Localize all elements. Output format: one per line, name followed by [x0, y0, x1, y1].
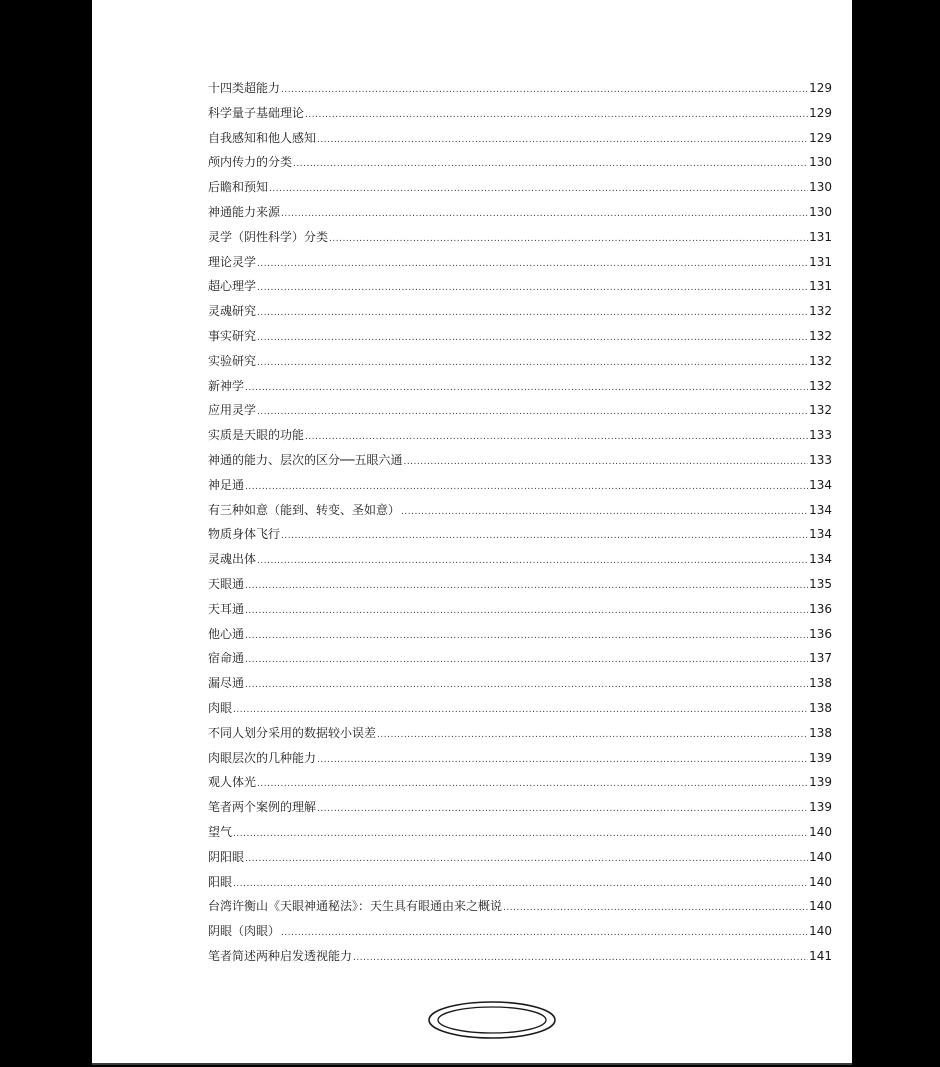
- footer-oval-ornament: [427, 1000, 557, 1040]
- toc-entry-title: 天耳通: [208, 601, 245, 616]
- toc-dot-leader: [293, 159, 808, 169]
- toc-entry-page-number: 133: [809, 428, 832, 443]
- toc-entry-page-number: 131: [809, 229, 832, 244]
- toc-entry[interactable]: [208, 302, 832, 327]
- toc-entry[interactable]: [208, 327, 832, 352]
- toc-entry-title: 笔者简述两种启发透视能力: [208, 948, 353, 963]
- toc-entry-title: 实验研究: [208, 353, 257, 368]
- toc-entry-page-number: 132: [809, 403, 832, 418]
- toc-entry[interactable]: [208, 426, 832, 451]
- toc-entry-page-number: 132: [809, 328, 832, 343]
- toc-entry-title: 漏尽通: [208, 676, 245, 691]
- toc-entry[interactable]: [208, 352, 832, 377]
- toc-entry-page-number: 140: [809, 924, 832, 939]
- toc-entry[interactable]: [208, 178, 832, 203]
- toc-entry-title: 物质身体飞行: [208, 527, 281, 542]
- toc-entry-title: 他心通: [208, 626, 245, 641]
- toc-entry-title: 阳眼: [208, 874, 233, 889]
- toc-entry-title: 天眼通: [208, 576, 245, 591]
- toc-entry-page-number: 129: [809, 105, 832, 120]
- toc-entry-page-number: 134: [809, 502, 832, 517]
- toc-dot-leader: [403, 457, 808, 467]
- toc-dot-leader: [281, 928, 808, 938]
- toc-entry-title: 新神学: [208, 378, 245, 393]
- toc-dot-leader: [257, 556, 808, 566]
- toc-entry-title: 应用灵学: [208, 403, 257, 418]
- toc-entry-title: 神通能力来源: [208, 204, 281, 219]
- toc-entry[interactable]: [208, 897, 832, 922]
- toc-entry-page-number: 130: [809, 204, 832, 219]
- toc-dot-leader: [329, 234, 808, 244]
- toc-entry-page-number: 138: [809, 676, 832, 691]
- toc-dot-leader: [317, 804, 808, 814]
- toc-entry[interactable]: [208, 451, 832, 476]
- toc-entry-page-number: 138: [809, 700, 832, 715]
- toc-entry[interactable]: [208, 625, 832, 650]
- toc-entry-page-number: 130: [809, 155, 832, 170]
- toc-entry-title: 笔者两个案例的理解: [208, 800, 317, 815]
- toc-entry[interactable]: [208, 401, 832, 426]
- table-of-contents: [208, 79, 832, 972]
- toc-entry[interactable]: [208, 501, 832, 526]
- toc-dot-leader: [257, 407, 808, 417]
- toc-dot-leader: [257, 259, 808, 269]
- toc-entry-title: 理论灵学: [208, 254, 257, 269]
- toc-dot-leader: [353, 953, 808, 963]
- toc-dot-leader: [233, 879, 808, 889]
- toc-dot-leader: [257, 779, 808, 789]
- toc-entry-title: 望气: [208, 824, 233, 839]
- toc-entry-page-number: 135: [809, 576, 832, 591]
- toc-entry-title: 阴阳眼: [208, 849, 245, 864]
- toc-dot-leader: [401, 507, 808, 517]
- toc-entry-page-number: 140: [809, 849, 832, 864]
- toc-entry-page-number: 134: [809, 527, 832, 542]
- toc-entry[interactable]: [208, 203, 832, 228]
- toc-entry-page-number: 134: [809, 477, 832, 492]
- toc-dot-leader: [305, 110, 808, 120]
- toc-entry-title: 有三种如意（能到、转变、圣如意）: [208, 502, 401, 517]
- toc-dot-leader: [245, 631, 808, 641]
- toc-entry-title: 神足通: [208, 477, 245, 492]
- toc-entry-page-number: 140: [809, 874, 832, 889]
- toc-entry[interactable]: [208, 947, 832, 972]
- toc-entry-page-number: 137: [809, 651, 832, 666]
- toc-entry[interactable]: [208, 550, 832, 575]
- toc-entry-page-number: 141: [809, 948, 832, 963]
- toc-entry-title: 神通的能力、层次的区分──五眼六通: [208, 452, 403, 467]
- toc-dot-leader: [305, 432, 808, 442]
- toc-entry[interactable]: [208, 600, 832, 625]
- toc-dot-leader: [233, 705, 808, 715]
- toc-entry[interactable]: [208, 104, 832, 129]
- toc-dot-leader: [503, 903, 808, 913]
- toc-entry-title: 灵魂出体: [208, 552, 257, 567]
- toc-entry-page-number: 129: [809, 130, 832, 145]
- toc-dot-leader: [257, 283, 808, 293]
- toc-entry[interactable]: [208, 228, 832, 253]
- toc-entry-title: 台湾许衡山《天眼神通秘法》：天生具有眼通由来之概说: [208, 899, 503, 914]
- toc-dot-leader: [281, 85, 808, 95]
- toc-dot-leader: [245, 581, 808, 591]
- toc-dot-leader: [245, 606, 808, 616]
- toc-entry[interactable]: [208, 873, 832, 898]
- document-page: [92, 0, 852, 1064]
- toc-entry-title: 灵魂研究: [208, 304, 257, 319]
- toc-entry[interactable]: [208, 575, 832, 600]
- toc-entry-title: 肉眼层次的几种能力: [208, 750, 317, 765]
- toc-entry[interactable]: [208, 823, 832, 848]
- page-bottom-edge: [92, 1063, 852, 1065]
- toc-dot-leader: [257, 333, 808, 343]
- toc-dot-leader: [281, 209, 808, 219]
- toc-entry[interactable]: [208, 674, 832, 699]
- toc-entry-page-number: 140: [809, 899, 832, 914]
- toc-entry[interactable]: [208, 848, 832, 873]
- toc-entry[interactable]: [208, 649, 832, 674]
- toc-entry[interactable]: [208, 749, 832, 774]
- toc-entry[interactable]: [208, 277, 832, 302]
- toc-entry-title: 宿命通: [208, 651, 245, 666]
- toc-dot-leader: [245, 655, 808, 665]
- toc-entry-title: 事实研究: [208, 328, 257, 343]
- toc-entry[interactable]: [208, 129, 832, 154]
- toc-entry-title: 阴眼（肉眼）: [208, 924, 281, 939]
- toc-entry-title: 自我感知和他人感知: [208, 130, 317, 145]
- toc-entry-page-number: 139: [809, 800, 832, 815]
- toc-entry[interactable]: [208, 476, 832, 501]
- toc-entry-page-number: 131: [809, 279, 832, 294]
- toc-entry[interactable]: [208, 377, 832, 402]
- toc-entry-title: 十四类超能力: [208, 81, 281, 95]
- toc-entry[interactable]: [208, 773, 832, 798]
- inner-oval: [438, 1007, 546, 1033]
- toc-dot-leader: [377, 730, 808, 740]
- toc-entry-title: 后瞻和预知: [208, 180, 269, 195]
- toc-entry[interactable]: [208, 798, 832, 823]
- toc-entry-page-number: 129: [809, 81, 832, 95]
- toc-entry-title: 实质是天眼的功能: [208, 428, 305, 443]
- toc-entry-page-number: 139: [809, 775, 832, 790]
- toc-dot-leader: [245, 482, 808, 492]
- toc-dot-leader: [281, 531, 808, 541]
- toc-dot-leader: [257, 358, 808, 368]
- toc-entry-page-number: 132: [809, 353, 832, 368]
- toc-entry[interactable]: [208, 253, 832, 278]
- toc-entry-page-number: 136: [809, 601, 832, 616]
- toc-dot-leader: [317, 135, 808, 145]
- toc-entry-page-number: 138: [809, 725, 832, 740]
- toc-entry-page-number: 132: [809, 304, 832, 319]
- toc-entry-title: 颅内传力的分类: [208, 155, 293, 170]
- toc-entry[interactable]: [208, 724, 832, 749]
- toc-entry-page-number: 131: [809, 254, 832, 269]
- toc-entry-page-number: 136: [809, 626, 832, 641]
- toc-entry-page-number: 132: [809, 378, 832, 393]
- toc-entry[interactable]: [208, 525, 832, 550]
- toc-entry-title: 科学量子基础理论: [208, 105, 305, 120]
- toc-entry-title: 肉眼: [208, 700, 233, 715]
- toc-dot-leader: [233, 829, 808, 839]
- toc-dot-leader: [245, 383, 808, 393]
- toc-dot-leader: [269, 184, 808, 194]
- toc-entry[interactable]: [208, 79, 832, 104]
- toc-entry-page-number: 134: [809, 552, 832, 567]
- toc-entry[interactable]: [208, 153, 832, 178]
- toc-entry-page-number: 140: [809, 824, 832, 839]
- toc-entry-title: 观人体光: [208, 775, 257, 790]
- toc-entry-page-number: 133: [809, 452, 832, 467]
- toc-entry-title: 超心理学: [208, 279, 257, 294]
- toc-entry-page-number: 130: [809, 180, 832, 195]
- toc-entry[interactable]: [208, 922, 832, 947]
- toc-dot-leader: [257, 308, 808, 318]
- toc-dot-leader: [245, 854, 808, 864]
- toc-dot-leader: [245, 680, 808, 690]
- toc-entry-title: 不同人划分采用的数据较小误差: [208, 725, 377, 740]
- toc-entry-title: 灵学（阴性科学）分类: [208, 229, 329, 244]
- toc-dot-leader: [317, 755, 808, 765]
- toc-entry[interactable]: [208, 699, 832, 724]
- toc-entry-page-number: 139: [809, 750, 832, 765]
